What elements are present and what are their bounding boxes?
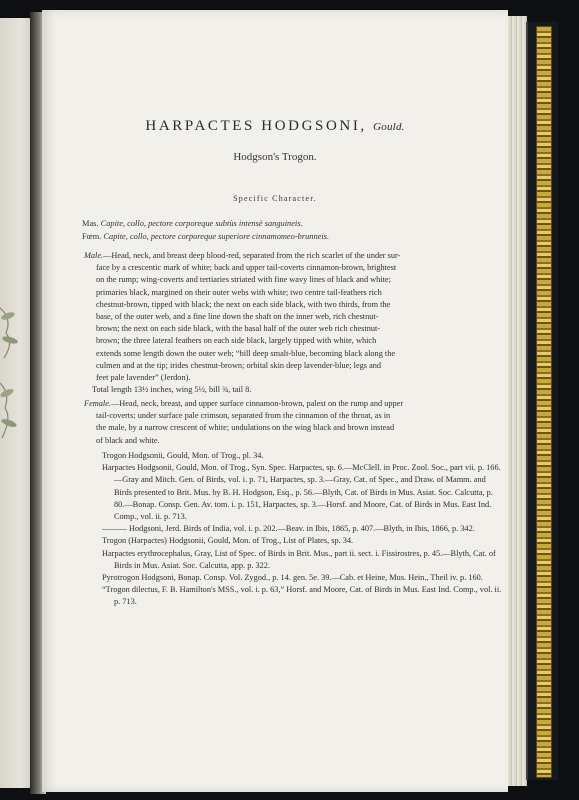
male-line: —Head, neck, and breast deep blood-red, separated from the rich scarlet of the under sur- (103, 251, 401, 260)
total-length: Total length 13½ inches, wing 5½, bill ¾, tail 8. (92, 385, 252, 395)
gilt-border-decoration (536, 26, 552, 778)
diagnosis-female-text: Capite, collo, pectore corporeque superiore cinnamomeo-brunneis. (103, 232, 330, 241)
female-line: the male, by a narrow crescent of white; undulations on the wing black and brown instead (96, 423, 395, 433)
diagnosis-female-label: Fœm. (82, 232, 102, 241)
botanical-illustration-fragment (0, 288, 22, 468)
female-line: of black and white. (96, 435, 160, 445)
male-line: base, of the outer web, and a fine line down the shaft on the inner web, rich chestnut- (96, 312, 379, 322)
synonymy-references (102, 450, 502, 609)
species-name: HARPACTES HODGSONI, (145, 118, 367, 134)
male-line: extends some length down the outer web; “bill deep smalt-blue, becoming black along the (96, 348, 396, 358)
previous-page-edge (0, 18, 34, 788)
diagnosis-male-label: Mas. (82, 219, 99, 228)
reference-entry: ——— Hodgsoni, Jerd. Birds of India, vol. i. p. 202.—Beav. in Ibis, 1865, p. 407.—Blyth, in Ibis, 1866, p. 342. (102, 524, 475, 534)
male-description (84, 250, 504, 396)
reference-entry: “Trogon dilectus, F. B. Hamilton's MSS., vol. i. p. 63,” Horsf. and Moore, Cat. of Birds in Mus. East Ind. Comp., vol. ii. p. 713. (102, 585, 502, 607)
male-line: feet pale lavender” (Jerdon). (96, 373, 191, 383)
female-label: Female. (84, 399, 111, 408)
common-name: Hodgson's Trogon. (233, 151, 317, 163)
reference-entry: Pyrotrogon Hodgsoni, Bonap. Consp. Vol. Zygod., p. 14. gen. 5e. 39.—Cab. et Heine, Mus. Hein., Theil iv. p. 160. (102, 573, 483, 583)
male-line: culmen and at the tip; irides chestnut-brown; orbital skin deep lavender-blue; legs and (96, 360, 382, 370)
male-line: brown; the three lateral feathers on each side black, largely tipped with white, which (96, 336, 377, 346)
male-line: brown; the next on each side black, with the basal half of the outer web rich chestnut- (96, 324, 381, 334)
species-author: Gould. (373, 121, 405, 133)
male-label: Male. (84, 251, 104, 260)
species-title (42, 118, 508, 135)
reference-entry: Harpactes erythrocephalus, Gray, List of Spec. of Birds in Brit. Mus., part ii. sect. i. Fissirostres, p. 45.—Blyth, Cat. of Birds in Mus. Asiat. Soc. Calcutta, app. p. 322. (102, 548, 496, 570)
male-line: primaries black, margined on their outer webs with white; two centre tail-feathers rich (96, 287, 382, 297)
male-line: face by a crescentic mark of white; back and upper tail-coverts cinnamon-brown, brightest (96, 263, 397, 273)
diagnosis-male (82, 218, 303, 230)
reference-entry: Harpactes Hodgsonii, Gould, Mon. of Trog., Syn. Spec. Harpactes, sp. 6.—McClell. in Proc. Zool. Soc., part vii. p. 166.—Gray and Mitch. Gen. of Birds, vol. i. p. 71, Harpactes, sp. 3.—Gray, Cat. of Spec., and Draw. of Mamm. and Birds presented to Brit. Mus. by B. H. Hodgson, Esq., p. 56.—Blyth, Cat. of Birds in Mus. Asiat. Soc. Calcutta, p. 80.—Bonap. Consp. Gen. Av. tom. i. p. 151, Harpactes, sp. 3.—Horsf. and Moore, Cat. of Birds in Mus. East Ind. Comp., vol. ii. p. 713. (102, 463, 501, 522)
female-description (84, 398, 504, 447)
diagnosis-female (82, 231, 329, 243)
female-line: tail-coverts; under surface pale crimson, separated from the cinnamon of the throat, as in (96, 411, 391, 421)
book-cover (526, 22, 558, 780)
male-line: chestnut-brown, tipped with black; the next on each side black, with two thirds, from the (96, 299, 391, 309)
reference-entry: Trogon (Harpactes) Hodgsonii, Gould, Mon. of Trog., List of Plates, sp. 34. (102, 536, 354, 546)
book-page (42, 10, 508, 792)
diagnosis-male-text: Capite, collo, pectore corporeque subtùs intensè sanguineis. (100, 219, 303, 228)
female-line: —Head, neck, breast, and upper surface cinnamon-brown, palest on the rump and upper (110, 399, 404, 408)
male-line: on the rump; wing-coverts and tertiaries striated with fine wavy lines of black and white; (96, 275, 391, 285)
reference-entry: Trogon Hodgsonii, Gould, Mon. of Trog., pl. 34. (102, 451, 264, 460)
specific-character-heading: Specific Character. (233, 194, 317, 203)
